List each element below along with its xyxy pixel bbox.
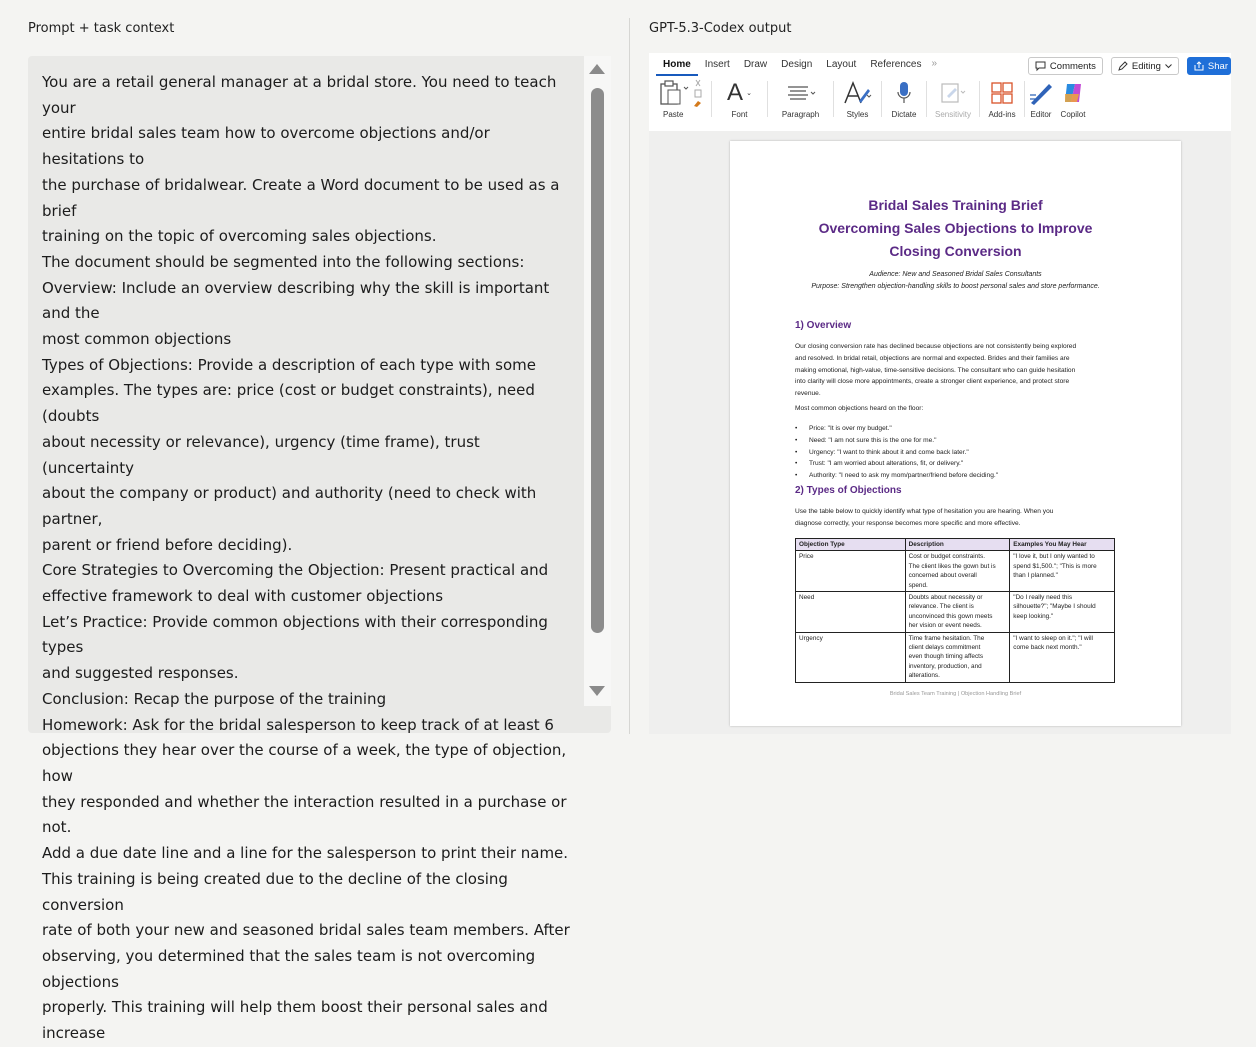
page-footer: Bridal Sales Team Training | Objection Handling Brief xyxy=(889,691,1022,697)
cell-line: unconvinced this gown meets xyxy=(908,612,993,620)
list-item: • Trust: "I am worried about alterations, fit, or delivery." xyxy=(795,458,1125,470)
document-meta xyxy=(730,269,1181,293)
overview-line: and resolved. In bridal retail, objections are normal and expected. Brides and their families are xyxy=(795,354,1070,362)
editor-label: Editor xyxy=(1030,110,1052,119)
comments-button[interactable] xyxy=(1028,57,1103,75)
document-canvas[interactable] xyxy=(649,131,1231,734)
prompt-text xyxy=(42,70,574,1047)
styles-tool[interactable] xyxy=(834,79,881,119)
examples-cell xyxy=(1010,632,1115,682)
prompt-line: Homework: Ask for the bridal salesperson to keep track of at least 6 xyxy=(42,715,554,734)
cell-line: keep looking." xyxy=(1013,612,1054,620)
section-heading-types: 2) Types of Objections xyxy=(795,485,902,496)
description-cell xyxy=(905,632,1010,682)
prompt-line: examples. The types are: price (cost or budget constraints), need (doubts xyxy=(42,381,535,426)
share-label: Shar xyxy=(1207,60,1228,72)
objection-type-cell: Need xyxy=(796,592,906,633)
prompt-line: Types of Objections: Provide a description of each type with some xyxy=(42,355,536,374)
title-line: Closing Conversion xyxy=(889,243,1022,259)
prompt-line: about necessity or relevance), urgency (time frame), trust (uncertainty xyxy=(42,432,480,477)
title-line: Overcoming Sales Objections to Improve xyxy=(818,220,1093,236)
pencil-icon xyxy=(1118,61,1128,71)
scroll-up-arrow-icon[interactable] xyxy=(589,64,605,74)
table-body xyxy=(796,551,1115,682)
addins-label: Add-ins xyxy=(988,110,1016,119)
prompt-line: Let’s Practice: Provide common objections with their corresponding types xyxy=(42,612,548,657)
paragraph-align-icon xyxy=(786,85,816,101)
prompt-text-box[interactable] xyxy=(28,56,611,1043)
table-header-cell: Examples You May Hear xyxy=(1010,539,1115,551)
font-label: Font xyxy=(731,110,748,119)
paste-icon xyxy=(658,79,704,107)
list-item: • Price: "It is over my budget." xyxy=(795,423,1125,435)
overview-line: Our closing conversion rate has declined because objections are not consistently being explored xyxy=(795,343,1077,350)
list-item: • Urgency: "I want to think about it and come back later." xyxy=(795,447,1125,459)
font-icon: A xyxy=(727,79,744,106)
objection-type-cell: Price xyxy=(796,551,906,592)
dictate-tool[interactable] xyxy=(882,79,926,119)
paste-tool[interactable] xyxy=(649,79,711,119)
sensitivity-tool[interactable] xyxy=(927,79,979,119)
prompt-line: This training is being created due to the decline of the closing conversion xyxy=(42,869,508,914)
prompt-line: Add a due date line and a line for the salesperson to print their name. xyxy=(42,844,569,863)
prompt-scrollbar[interactable] xyxy=(584,56,611,706)
overview-line: making emotional, high-value, time-sensitive decisions. The consultant who can guide hesitation xyxy=(795,366,1076,374)
copilot-tool[interactable] xyxy=(1057,79,1089,119)
cell-line: come back next month." xyxy=(1013,644,1082,652)
prompt-line: the purchase of bridalwear. Create a Word document to be used as a brief xyxy=(42,175,560,220)
scroll-down-arrow-icon[interactable] xyxy=(589,686,605,696)
more-tabs-icon[interactable]: » xyxy=(931,58,938,69)
microphone-icon xyxy=(897,81,911,105)
tab-design[interactable]: Design xyxy=(781,59,813,70)
ribbon xyxy=(649,53,1231,131)
document-title xyxy=(730,194,1181,263)
paragraph-label: Paragraph xyxy=(781,110,820,119)
prompt-line: parent or friend before deciding). xyxy=(42,535,293,554)
addins-grid-icon xyxy=(991,82,1013,104)
cell-line: The client likes the gown but is xyxy=(908,562,996,570)
prompt-line: rate of both your new and seasoned bridal sales team members. After xyxy=(42,921,570,940)
font-tool[interactable] xyxy=(712,79,767,119)
cell-line: relevance. The client is xyxy=(908,603,974,611)
cell-line: spend. xyxy=(908,581,928,589)
editing-mode-button[interactable] xyxy=(1111,57,1179,75)
scrollbar-thumb[interactable] xyxy=(591,88,604,633)
styles-icon xyxy=(843,81,873,105)
cell-line: "I want to sleep on it."; "I will xyxy=(1013,634,1093,642)
examples-cell xyxy=(1010,592,1115,633)
addins-tool[interactable] xyxy=(980,79,1024,119)
list-item: • Authority: "I need to ask my mom/partner/friend before deciding." xyxy=(795,470,1125,482)
description-cell xyxy=(905,592,1010,633)
dictate-label: Dictate xyxy=(891,110,917,119)
comment-icon xyxy=(1035,61,1046,71)
chevron-down-icon: ⌄ xyxy=(746,90,752,97)
prompt-line: most common objections xyxy=(42,330,232,349)
cell-line: "Do I really need this xyxy=(1013,594,1073,602)
prompt-line: properly. This training will help them boost their personal sales and increase xyxy=(42,998,548,1043)
prompt-line: and suggested responses. xyxy=(42,664,239,683)
sensitivity-icon xyxy=(939,81,967,105)
prompt-line: The document should be segmented into the following sections: xyxy=(42,252,525,271)
document-page[interactable] xyxy=(730,141,1181,726)
comments-label: Comments xyxy=(1049,60,1096,72)
objection-type-cell: Urgency xyxy=(796,632,906,682)
cell-line: alterations. xyxy=(908,672,940,680)
styles-label: Styles xyxy=(846,110,869,119)
cell-line: concerned about overall xyxy=(908,572,977,580)
cell-line: Doubts about necessity or xyxy=(908,594,983,602)
cell-line: than I planned." xyxy=(1013,572,1058,580)
prompt-line: entire bridal sales team how to overcome objections and/or hesitations to xyxy=(42,124,490,169)
ribbon-tabs xyxy=(656,58,940,76)
copilot-icon xyxy=(1061,81,1085,105)
ribbon-toolbar xyxy=(649,79,1089,125)
editing-label: Editing xyxy=(1131,60,1161,72)
table-header-cell: Description xyxy=(905,539,1010,551)
paste-label: Paste xyxy=(663,110,684,119)
overview-paragraph xyxy=(795,341,1117,400)
editor-tool[interactable] xyxy=(1025,79,1057,119)
tab-home[interactable]: Home xyxy=(656,58,698,76)
table-row xyxy=(796,551,1115,592)
examples-cell xyxy=(1010,551,1115,592)
table-header-row xyxy=(796,539,1115,551)
paragraph-tool[interactable] xyxy=(768,79,833,119)
share-button[interactable] xyxy=(1187,57,1231,75)
cell-line: silhouette?"; "Maybe I should xyxy=(1013,603,1096,611)
editor-pen-icon xyxy=(1028,81,1054,105)
list-item: • Need: "I am not sure this is the one for me." xyxy=(795,435,1125,447)
description-cell xyxy=(905,551,1010,592)
types-intro-paragraph xyxy=(795,506,1117,530)
overview-line: into clarity will close more appointments, create a stronger client experience, and protect store xyxy=(795,378,1070,386)
left-pane-title: Prompt + task context xyxy=(28,21,175,36)
prompt-line: Conclusion: Recap the purpose of the training xyxy=(42,689,387,708)
section-heading-overview: 1) Overview xyxy=(795,320,852,331)
cell-line: her vision or event needs. xyxy=(908,622,982,630)
objection-types-table xyxy=(795,538,1115,683)
cell-line: Cost or budget constraints. xyxy=(908,553,985,561)
copilot-label: Copilot xyxy=(1060,110,1086,119)
types-intro-line: diagnose correctly, your response becomes more specific and more effective. xyxy=(795,519,1021,527)
prompt-line: they responded and whether the interaction resulted in a purchase or not. xyxy=(42,792,567,837)
types-intro-line: Use the table below to quickly identify what type of hesitation you are hearing. When you xyxy=(795,508,1054,515)
prompt-line: objections they hear over the course of a week, the type of objection, how xyxy=(42,741,567,785)
prompt-line: effective framework to deal with customer objections xyxy=(42,587,444,606)
cell-line: even though timing affects xyxy=(908,653,984,661)
tab-insert[interactable]: Insert xyxy=(704,59,730,70)
title-line: Bridal Sales Training Brief xyxy=(868,197,1043,213)
prompt-line: Core Strategies to Overcoming the Objection: Present practical and xyxy=(42,561,549,580)
prompt-line: You are a retail general manager at a bridal store. You need to teach your xyxy=(42,73,557,117)
share-icon xyxy=(1194,61,1204,71)
purpose-line: Purpose: Strengthen objection-handling skills to boost personal sales and store performance. xyxy=(811,283,1100,290)
cell-line: Time frame hesitation. The xyxy=(908,634,985,642)
prompt-line: Overview: Include an overview describing why the skill is important and the xyxy=(42,278,550,323)
cell-line: spend $1,500."; "This is more xyxy=(1013,562,1097,570)
sensitivity-label: Sensitivity xyxy=(934,110,971,119)
cell-line: inventory, production, and xyxy=(908,662,982,670)
audience-line: Audience: New and Seasoned Bridal Sales Consultants xyxy=(869,271,1042,278)
right-pane-title: GPT-5.3-Codex output xyxy=(649,21,792,36)
table-header-cell: Objection Type xyxy=(796,539,906,551)
tab-references[interactable]: References xyxy=(870,59,922,70)
chevron-down-icon xyxy=(1165,64,1172,69)
tab-layout[interactable]: Layout xyxy=(826,59,857,70)
table-row xyxy=(796,632,1115,682)
prompt-line: training on the topic of overcoming sales objections. xyxy=(42,227,437,246)
overview-line: revenue. xyxy=(795,390,821,398)
common-objections-heading: Most common objections heard on the floor: xyxy=(795,405,924,412)
tab-draw[interactable]: Draw xyxy=(743,59,768,70)
cell-line: "I love it, but I only wanted to xyxy=(1013,553,1095,561)
table-row xyxy=(796,592,1115,633)
cell-line: client delays commitment xyxy=(908,644,981,652)
pane-divider xyxy=(629,18,630,734)
word-window xyxy=(649,53,1231,734)
prompt-line: observing, you determined that the sales team is not overcoming objections xyxy=(42,946,536,991)
objection-bullet-list xyxy=(795,423,1125,482)
prompt-line: about the company or product) and authority (need to check with partner, xyxy=(42,484,537,528)
